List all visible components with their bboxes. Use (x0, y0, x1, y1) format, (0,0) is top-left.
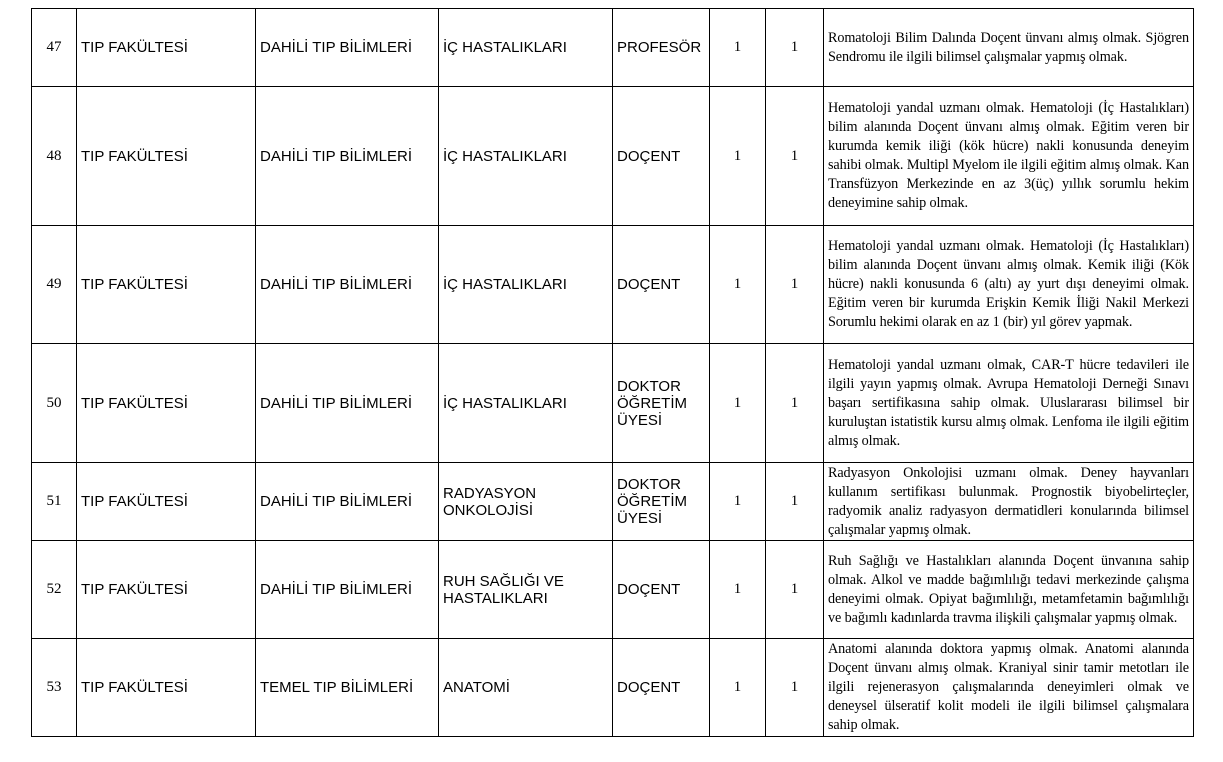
table-row (32, 87, 1194, 226)
count-b-cell: 1 (766, 87, 824, 226)
count-a-cell: 1 (710, 463, 766, 541)
table-row (32, 344, 1194, 463)
count-b-cell: 1 (766, 344, 824, 463)
department-cell: DAHİLİ TIP BİLİMLERİ (256, 87, 439, 226)
count-b-cell: 1 (766, 463, 824, 541)
row-number: 49 (32, 226, 77, 344)
title-cell: DOÇENT (613, 639, 710, 737)
title-cell: DOKTOR ÖĞRETİM ÜYESİ (613, 344, 710, 463)
count-b-cell: 1 (766, 639, 824, 737)
department-cell: DAHİLİ TIP BİLİMLERİ (256, 226, 439, 344)
requirement-cell: Anatomi alanında doktora yapmış olmak. Anatomi alanında Doçent ünvanı almış olmak. Kraniyal sinir tamir metotları ile ilgili rejenerasyon çalışmalarında deneyimleri olmak ve deneysel ülseratif kolit modeli ile ilgili bilimsel çalışmalara sahip olmak. (824, 639, 1194, 737)
table-row (32, 463, 1194, 541)
row-number: 47 (32, 9, 77, 87)
requirement-cell: Hematoloji yandal uzmanı olmak. Hematoloji (İç Hastalıkları) bilim alanında Doçent ünvanı almış olmak. Kemik iliği (Kök hücre) nakli konusunda 6 (altı) ay yurt dışı deneyimi olmak. Eğitim veren bir kurumda Erişkin Kemik İliği Nakil Merkezi Sorumlu hekimi olarak en az 1 (bir) yıl görev yapmak. (824, 226, 1194, 344)
title-cell: DOÇENT (613, 87, 710, 226)
division-cell: İÇ HASTALIKLARI (439, 226, 613, 344)
department-cell: DAHİLİ TIP BİLİMLERİ (256, 541, 439, 639)
row-number: 52 (32, 541, 77, 639)
row-number: 51 (32, 463, 77, 541)
division-cell: RADYASYON ONKOLOJİSİ (439, 463, 613, 541)
row-number: 53 (32, 639, 77, 737)
requirement-cell: Hematoloji yandal uzmanı olmak, CAR-T hücre tedavileri ile ilgili yayın yapmış olmak. Avrupa Hematoloji Derneği Sınavı başarı sertifikasına sahip olmak. Uluslararası bilimsel bir kuruluştan istatistik kursu almış olmak. Lenfoma ile ilgili eğitim almış olmak. (824, 344, 1194, 463)
count-b-cell: 1 (766, 9, 824, 87)
table-row (32, 9, 1194, 87)
faculty-cell: TIP FAKÜLTESİ (77, 226, 256, 344)
department-cell: DAHİLİ TIP BİLİMLERİ (256, 463, 439, 541)
row-number: 50 (32, 344, 77, 463)
count-a-cell: 1 (710, 344, 766, 463)
faculty-cell: TIP FAKÜLTESİ (77, 463, 256, 541)
table-row (32, 226, 1194, 344)
faculty-cell: TIP FAKÜLTESİ (77, 541, 256, 639)
table-row (32, 541, 1194, 639)
faculty-cell: TIP FAKÜLTESİ (77, 87, 256, 226)
department-cell: TEMEL TIP BİLİMLERİ (256, 639, 439, 737)
count-a-cell: 1 (710, 541, 766, 639)
count-b-cell: 1 (766, 541, 824, 639)
division-cell: İÇ HASTALIKLARI (439, 344, 613, 463)
requirement-cell: Romatoloji Bilim Dalında Doçent ünvanı almış olmak. Sjögren Sendromu ile ilgili bilimsel çalışmalar yapmış olmak. (824, 9, 1194, 87)
count-a-cell: 1 (710, 9, 766, 87)
requirement-cell: Radyasyon Onkolojisi uzmanı olmak. Deney hayvanları kullanım sertifikası bulunmak. Prognostik biyobelirteçler, radyomik analiz radyasyon dermatidleri konularında bilimsel çalışmalar yapmış olmak. (824, 463, 1194, 541)
row-number: 48 (32, 87, 77, 226)
title-cell: PROFESÖR (613, 9, 710, 87)
department-cell: DAHİLİ TIP BİLİMLERİ (256, 344, 439, 463)
department-cell: DAHİLİ TIP BİLİMLERİ (256, 9, 439, 87)
faculty-cell: TIP FAKÜLTESİ (77, 9, 256, 87)
positions-table (31, 8, 1194, 737)
requirement-cell: Ruh Sağlığı ve Hastalıkları alanında Doçent ünvanına sahip olmak. Alkol ve madde bağımlılığı tedavi merkezinde çalışma deneyimi olmak. Opiyat bağımlılığı, metamfetamin bağımlılığı ve bağımlı kadınlarda travma ilişkili çalışmalar yapmış olmak. (824, 541, 1194, 639)
division-cell: İÇ HASTALIKLARI (439, 9, 613, 87)
title-cell: DOÇENT (613, 226, 710, 344)
division-cell: ANATOMİ (439, 639, 613, 737)
title-cell: DOÇENT (613, 541, 710, 639)
count-a-cell: 1 (710, 226, 766, 344)
count-b-cell: 1 (766, 226, 824, 344)
division-cell: İÇ HASTALIKLARI (439, 87, 613, 226)
faculty-cell: TIP FAKÜLTESİ (77, 344, 256, 463)
title-cell: DOKTOR ÖĞRETİM ÜYESİ (613, 463, 710, 541)
count-a-cell: 1 (710, 639, 766, 737)
faculty-cell: TIP FAKÜLTESİ (77, 639, 256, 737)
count-a-cell: 1 (710, 87, 766, 226)
requirement-cell: Hematoloji yandal uzmanı olmak. Hematoloji (İç Hastalıkları) bilim alanında Doçent ünvanı almış olmak. Eğitim veren bir kurumda kemik iliği (kök hücre) nakli konusunda deneyim sahibi olmak. Multipl Myelom ile ilgili eğitim almış olmak. Kan Transfüzyon Merkezinde en az 3(üç) yıllık sorumlu hekim deneyimine sahip olmak. (824, 87, 1194, 226)
division-cell: RUH SAĞLIĞI VE HASTALIKLARI (439, 541, 613, 639)
table-row (32, 639, 1194, 737)
